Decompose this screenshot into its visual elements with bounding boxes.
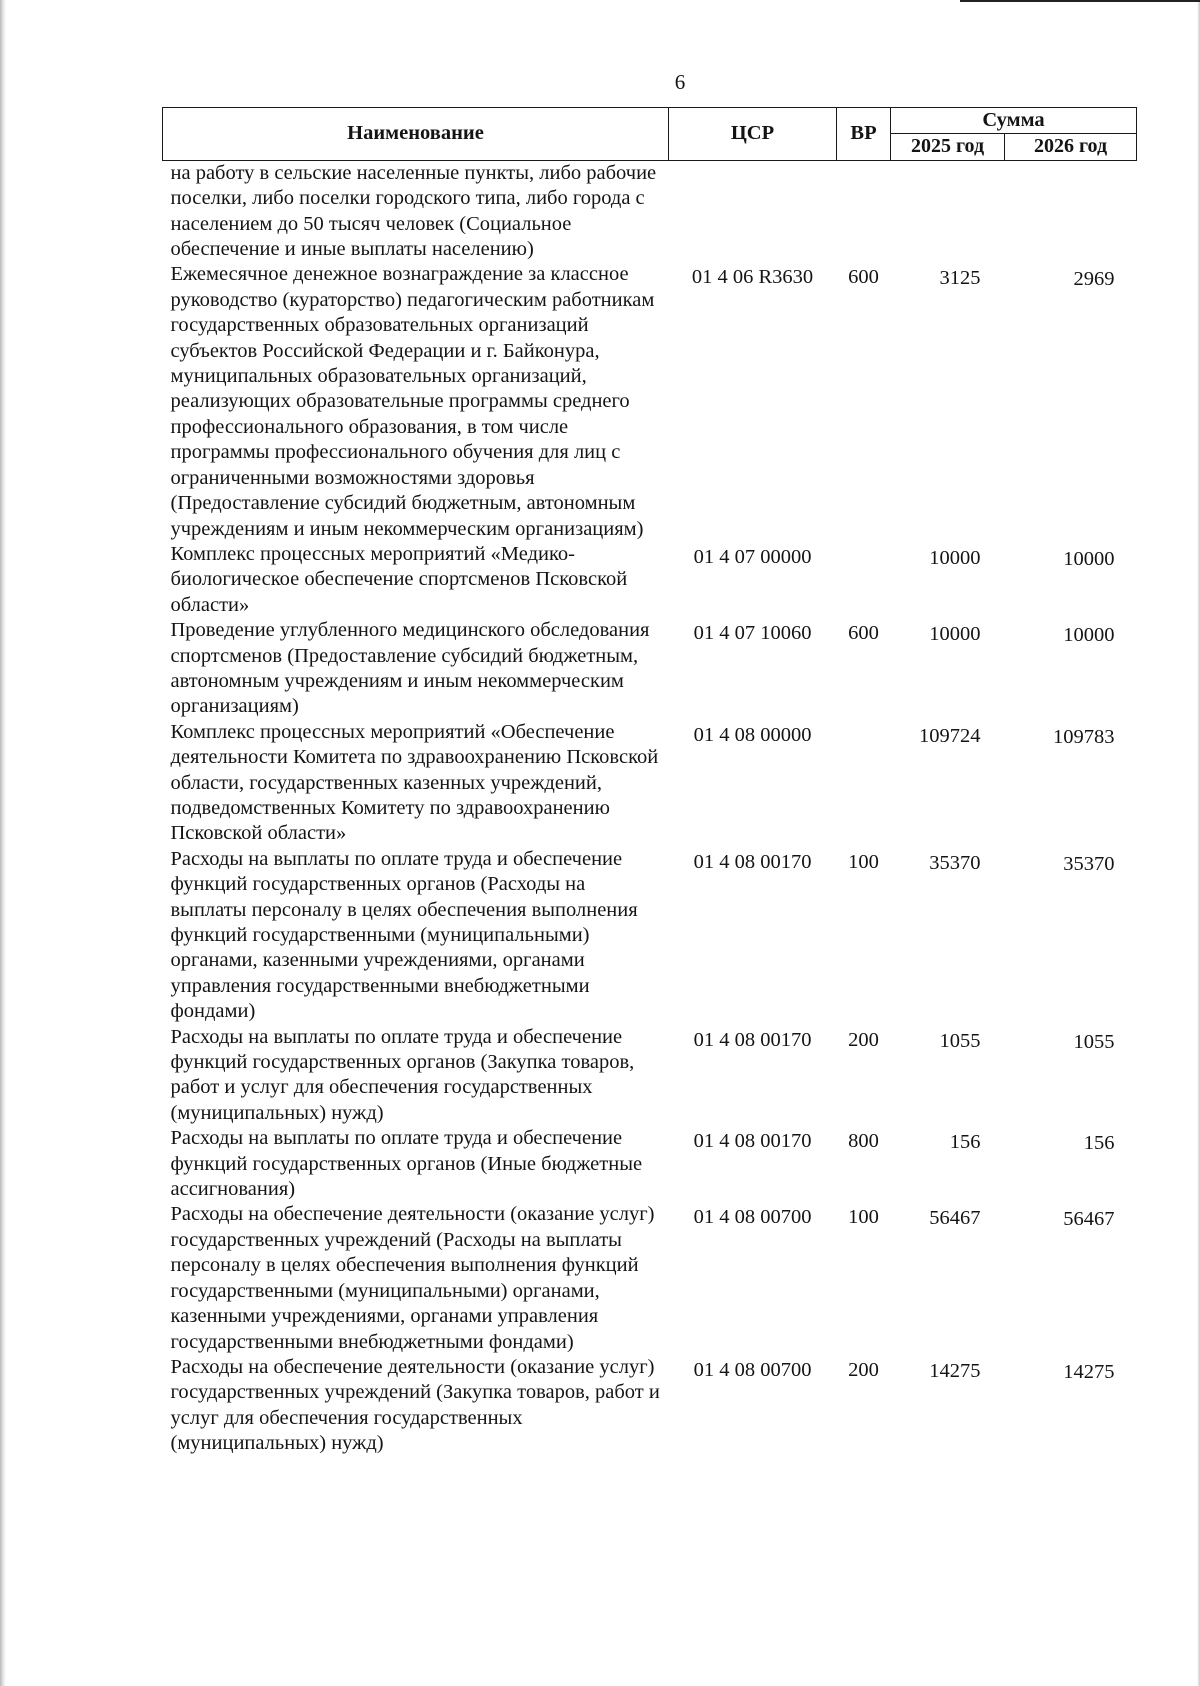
row-name: на работу в сельские населенные пункты, либо рабочие поселки, либо поселки городского типа, либо города с населением до 50 тысяч человек (Социальное обеспечение и иные выплаты населению)	[170, 161, 657, 261]
row-vr	[837, 160, 891, 262]
row-vr	[837, 542, 891, 618]
row-sum-2026: 109783	[1053, 725, 1115, 748]
budget-table	[162, 107, 1137, 1457]
row-csr: 01 4 07 00000	[693, 545, 812, 568]
table-header	[163, 108, 1137, 161]
table-row	[163, 542, 1137, 618]
row-sum-2026: 35370	[1063, 852, 1115, 875]
scan-edge-left	[0, 0, 6, 1686]
row-csr: 01 4 08 00170	[693, 850, 812, 873]
table-row	[163, 1355, 1137, 1457]
row-sum-2025: 156	[949, 1131, 981, 1154]
scan-edge-top	[960, 0, 1200, 2]
table-row	[163, 1202, 1137, 1354]
header-year-2025: 2025 год	[891, 134, 1005, 160]
row-name: Расходы на обеспечение деятельности (оказание услуг) государственных учреждений (Расходы на выплаты персоналу в целях обеспечения выполнения функций государственными (муниципальными) органами, казенными учреждениями, органами управления государственными внебюджетными фондами)	[170, 1203, 655, 1353]
row-sum-2025: 1055	[939, 1029, 981, 1052]
row-sum-2026: 10000	[1063, 547, 1115, 570]
row-sum-2026: 1055	[1073, 1030, 1115, 1053]
row-sum-2025: 3125	[939, 267, 981, 290]
row-vr: 100	[848, 850, 879, 873]
row-csr: 01 4 08 00170	[693, 1028, 812, 1051]
row-sum-2026: 14275	[1063, 1360, 1115, 1383]
table-row	[163, 160, 1137, 262]
row-vr: 200	[848, 1358, 879, 1381]
table-row	[163, 1126, 1137, 1202]
row-csr: 01 4 07 10060	[693, 622, 812, 645]
row-csr: 01 4 08 00170	[693, 1130, 812, 1153]
row-vr: 600	[848, 266, 879, 289]
row-sum-2026: 2969	[1073, 268, 1115, 291]
table-row	[163, 847, 1137, 1025]
row-csr: 01 4 06 R3630	[691, 266, 814, 289]
row-csr	[669, 160, 837, 262]
row-vr: 800	[848, 1130, 879, 1153]
row-sum-2025: 14275	[929, 1359, 981, 1382]
row-sum-2025	[891, 160, 1005, 262]
header-name: Наименование	[163, 108, 669, 161]
row-sum-2025: 10000	[929, 546, 981, 569]
row-name: Комплекс процессных мероприятий «Обеспечение деятельности Комитета по здравоохранению Псковской области, государственных казенных учреждений, подведомственных Комитету по здравоохранению Псковской области»	[170, 720, 659, 845]
row-csr: 01 4 08 00700	[693, 1206, 812, 1229]
row-sum-2026: 10000	[1063, 624, 1115, 647]
row-sum-2026: 156	[1083, 1132, 1115, 1155]
row-sum-2026	[1005, 160, 1137, 262]
table-body	[163, 160, 1137, 1456]
row-sum-2025: 35370	[929, 851, 981, 874]
row-name: Расходы на выплаты по оплате труда и обеспечение функций государственных органов (Иные бюджетные ассигнования)	[170, 1127, 643, 1201]
table-row	[163, 1025, 1137, 1127]
row-sum-2026: 56467	[1063, 1208, 1115, 1231]
header-year-2026: 2026 год	[1005, 134, 1137, 160]
page-number: 6	[674, 70, 686, 94]
row-vr	[837, 720, 891, 847]
header-csr: ЦСР	[669, 108, 837, 161]
row-vr: 200	[848, 1028, 879, 1051]
row-csr: 01 4 08 00700	[693, 1358, 812, 1381]
row-vr: 100	[848, 1206, 879, 1229]
row-vr: 600	[848, 622, 879, 645]
row-csr: 01 4 08 00000	[693, 723, 812, 746]
header-sum: Сумма	[891, 108, 1137, 134]
row-sum-2025: 109724	[919, 724, 981, 747]
table-row	[163, 720, 1137, 847]
table-row	[163, 618, 1137, 720]
row-name: Ежемесячное денежное вознаграждение за классное руководство (кураторство) педагогическим работникам государственных образовательных организаций субъектов Российской Федерации и г. Байконура, муниципальных образовательных организаций, реализующих образовательные программы среднего профессионального образования, в том числе программы профессионального обучения для лиц с ограниченными возможностями здоровья (Предоставление субсидий бюджетным, автономным учреждениям и иным некоммерческим организациям)	[170, 263, 655, 540]
row-name: Комплекс процессных мероприятий «Медико-биологическое обеспечение спортсменов Псковской области»	[170, 542, 628, 616]
row-name: Расходы на выплаты по оплате труда и обеспечение функций государственных органов (Расходы на выплаты персоналу в целях обеспечения выполнения функций государственными (муниципальными) органами, казенными учреждениями, органами управления государственными внебюджетными фондами)	[170, 847, 638, 1023]
row-sum-2025: 56467	[929, 1207, 981, 1230]
header-vr: ВР	[837, 108, 891, 161]
row-name: Расходы на обеспечение деятельности (оказание услуг) государственных учреждений (Закупка товаров, работ и услуг для обеспечения государственных (муниципальных) нужд)	[170, 1355, 660, 1455]
row-sum-2025: 10000	[929, 623, 981, 646]
row-name: Проведение углубленного медицинского обследования спортсменов (Предоставление субсидий бюджетным, автономным учреждениям и иным некоммерческим организациям)	[170, 619, 650, 718]
row-name: Расходы на выплаты по оплате труда и обеспечение функций государственных органов (Закупка товаров, работ и услуг для обеспечения государственных (муниципальных) нужд)	[170, 1025, 635, 1124]
table-row	[163, 262, 1137, 541]
